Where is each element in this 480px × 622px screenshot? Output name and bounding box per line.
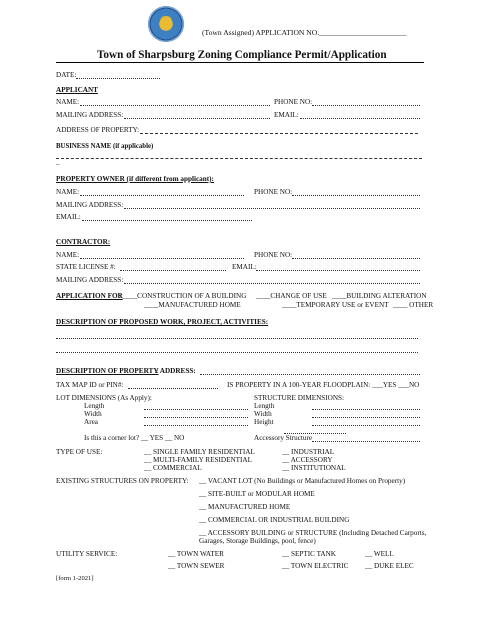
utility-duke-elec[interactable]: __ DUKE ELEC <box>365 562 414 570</box>
lot-area-label: Area <box>84 418 98 426</box>
opt-change-of-use[interactable]: ____CHANGE OF USE <box>256 292 327 300</box>
use-industrial[interactable]: __ INDUSTRIAL <box>282 448 335 456</box>
struct-width-field[interactable] <box>312 417 420 418</box>
page-title: Town of Sharpsburg Zoning Compliance Permit/Application <box>97 49 387 61</box>
utility-well[interactable]: __ WELL <box>365 550 394 558</box>
existing-site-built[interactable]: __ SITE-BUILT or MODULAR HOME <box>199 490 315 498</box>
town-seal-icon <box>148 6 184 42</box>
struct-length-field[interactable] <box>312 409 420 410</box>
business-name-dash: _ <box>56 158 60 166</box>
property-address-label-2: : ADDRESS: <box>156 367 196 375</box>
applicant-email-field[interactable] <box>300 118 420 119</box>
date-field[interactable] <box>76 78 160 79</box>
business-name-label: BUSINESS NAME (if applicable) <box>56 143 154 150</box>
struct-width-label: Width <box>254 410 272 418</box>
contractor-email-field[interactable] <box>256 270 420 271</box>
contractor-mailing-field[interactable] <box>124 283 420 284</box>
use-institutional[interactable]: __ INSTITUTIONAL <box>282 464 346 472</box>
existing-vacant-lot[interactable]: __ VACANT LOT (No Buildings or Manufactured Homes on Property) <box>199 477 406 485</box>
contractor-license-label: STATE LICENSE #: <box>56 263 116 271</box>
opt-construction[interactable]: : ____CONSTRUCTION OF A BUILDING <box>119 292 247 300</box>
utility-septic-tank[interactable]: __ SEPTIC TANK <box>282 550 336 558</box>
structure-dimensions-label: STRUCTURE DIMENSIONS: <box>254 394 345 402</box>
utility-town-sewer[interactable]: __ TOWN SEWER <box>168 562 225 570</box>
applicant-name-label: NAME: <box>56 98 80 106</box>
utility-service-label: UTILITY SERVICE: <box>56 550 118 558</box>
application-for-heading: APPLICATION FOR <box>56 292 123 300</box>
contractor-name-field[interactable] <box>80 258 244 259</box>
type-of-use-label: TYPE OF USE: <box>56 448 103 456</box>
applicant-phone-label: PHONE NO: <box>274 98 313 106</box>
owner-mailing-field[interactable] <box>124 208 420 209</box>
contractor-email-label: EMAIL: <box>232 263 257 271</box>
business-name-field[interactable] <box>56 158 422 159</box>
accessory-structure-label: Accessory Structure <box>254 434 313 442</box>
tax-map-label: TAX MAP ID or PIN#: <box>56 381 124 389</box>
utility-town-water[interactable]: __ TOWN WATER <box>168 550 224 558</box>
applicant-mailing-field[interactable] <box>124 118 270 119</box>
contractor-phone-label: PHONE NO: <box>254 251 293 259</box>
existing-accessory-cont: Garages, Storage Buildings, pool, fence) <box>199 537 316 545</box>
lot-dimensions-label: LOT DIMENSIONS (As Apply): <box>56 394 152 402</box>
owner-name-field[interactable] <box>80 195 244 196</box>
struct-length-label: Length <box>254 402 275 410</box>
owner-mailing-label: MAILING ADDRESS: <box>56 201 124 209</box>
property-address-field[interactable] <box>140 133 418 134</box>
use-multi-family[interactable]: __ MULTI-FAMILY RESIDENTIAL <box>144 456 253 464</box>
owner-phone-label: PHONE NO: <box>254 188 293 196</box>
applicant-name-field[interactable] <box>80 105 270 106</box>
date-label: DATE: <box>56 71 77 79</box>
use-single-family[interactable]: __ SINGLE FAMILY RESIDENTIAL <box>144 448 255 456</box>
tax-map-field[interactable] <box>128 388 218 389</box>
owner-name-label: NAME: <box>56 188 80 196</box>
owner-email-label: EMAIL: <box>56 213 81 221</box>
title-rule <box>56 62 424 63</box>
lot-length-label: Length <box>84 402 105 410</box>
property-description-heading: DESCRIPTION OF PROPERTY <box>56 367 159 375</box>
existing-manufactured-home[interactable]: __ MANUFACTURED HOME <box>199 503 291 511</box>
applicant-heading: APPLICANT <box>56 86 98 94</box>
use-accessory[interactable]: __ ACCESSORY <box>282 456 333 464</box>
lot-length-field[interactable] <box>144 409 248 410</box>
work-description-line-2[interactable] <box>56 352 418 353</box>
existing-commercial[interactable]: __ COMMERCIAL OR INDUSTRIAL BUILDING <box>199 516 350 524</box>
contractor-license-field[interactable] <box>120 270 226 271</box>
struct-height-label: Height <box>254 418 274 426</box>
floodplain-question[interactable]: IS PROPERTY IN A 100-YEAR FLOODPLAIN: ___YES ___NO <box>227 381 420 389</box>
applicant-email-label: EMAIL: <box>274 111 299 119</box>
opt-other[interactable]: ____ OTHER <box>393 301 434 309</box>
lot-area-field[interactable] <box>144 425 248 426</box>
existing-structures-label: EXISTING STRUCTURES ON PROPERTY: <box>56 477 189 485</box>
application-number: (Town Assigned) APPLICATION NO._______________________ <box>202 28 407 37</box>
existing-accessory[interactable]: __ ACCESSORY BUILDING or STRUCTURE (Including Detached Carports, <box>199 529 427 537</box>
work-description-line-1[interactable] <box>56 338 418 339</box>
accessory-structure-field[interactable] <box>312 441 420 442</box>
contractor-mailing-label: MAILING ADDRESS: <box>56 276 124 284</box>
corner-lot-question[interactable]: Is this a corner lot? __ YES __ NO <box>84 434 185 442</box>
opt-temporary-use[interactable]: ____TEMPORARY USE or EVENT <box>282 301 389 309</box>
lot-width-field[interactable] <box>144 417 248 418</box>
contractor-heading: CONTRACTOR: <box>56 238 111 246</box>
struct-height-field[interactable] <box>312 425 420 426</box>
use-commercial[interactable]: __ COMMERCIAL <box>144 464 202 472</box>
utility-town-electric[interactable]: __ TOWN ELECTRIC <box>282 562 349 570</box>
owner-email-field[interactable] <box>82 220 252 221</box>
work-description-heading: DESCRIPTION OF PROPOSED WORK, PROJECT, ACTIVITIES: <box>56 318 269 326</box>
owner-phone-field[interactable] <box>292 195 420 196</box>
contractor-name-label: NAME: <box>56 251 80 259</box>
form-number: [form 1-2021] <box>56 575 94 582</box>
contractor-phone-field[interactable] <box>292 258 420 259</box>
opt-manufactured-home[interactable]: ____MANUFACTURED HOME <box>144 301 241 309</box>
property-address-field-2[interactable] <box>200 374 420 375</box>
applicant-phone-field[interactable] <box>312 105 420 106</box>
lot-width-label: Width <box>84 410 102 418</box>
applicant-mailing-label: MAILING ADDRESS: <box>56 111 124 119</box>
property-address-label: ADDRESS OF PROPERTY: <box>56 126 140 134</box>
owner-heading: PROPERTY OWNER (if different from applicant): <box>56 175 214 183</box>
opt-building-alteration[interactable]: ____BUILDING ALTERATION <box>332 292 427 300</box>
